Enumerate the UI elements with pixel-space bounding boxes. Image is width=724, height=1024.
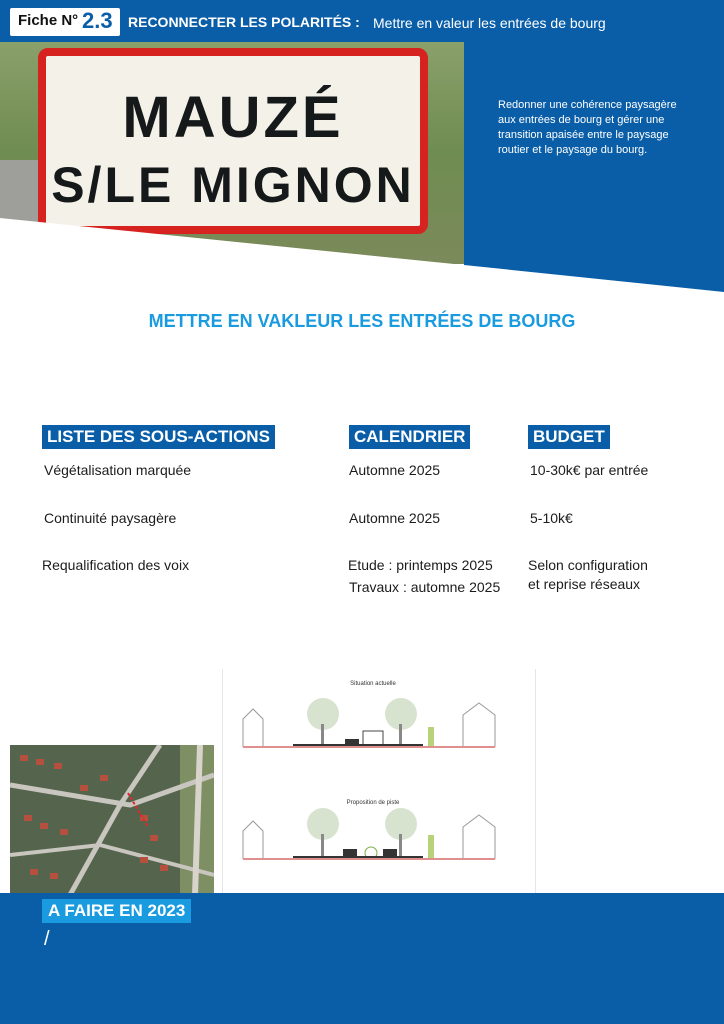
diagonal-divider	[0, 200, 724, 310]
fiche-label: Fiche N°	[18, 12, 79, 29]
section-label-current: Situation actuelle	[350, 681, 396, 687]
aerial-map-drawing	[10, 745, 214, 895]
header-budget: BUDGET	[528, 425, 610, 449]
aerial-map-image	[10, 745, 214, 895]
sign-town-name: MAUZÉ	[122, 85, 344, 150]
footer-title: A FAIRE EN 2023	[42, 899, 191, 923]
row-2-action: Continuité paysagère	[44, 510, 177, 526]
header-title: RECONNECTER LES POLARITÉS :	[128, 14, 360, 30]
hero-description: Redonner une cohérence paysagère aux entrées de bourg et gérer une transition apaisée entre le paysage routier et le paysage du bourg.	[498, 99, 677, 156]
row-1-budget: 10-30k€ par entrée	[530, 462, 649, 478]
sign-town-suffix: S/LE MIGNON	[51, 157, 415, 213]
header-subtitle: Mettre en valeur les entrées de bourg	[373, 15, 606, 31]
row-3-budget: Selon configuration	[528, 557, 648, 573]
row-1-calendar: Automne 2025	[349, 462, 441, 478]
fiche-number: 2.3	[82, 8, 113, 33]
row-3-calendar-works: Travaux : automne 2025	[349, 579, 501, 595]
row-2-calendar: Automne 2025	[349, 510, 441, 526]
row-3-action: Requalification des voix	[42, 557, 190, 573]
row-3-calendar-study: Etude : printemps 2025	[348, 557, 493, 573]
section-label-proposed: Proposition de piste	[346, 800, 400, 806]
section-heading: METTRE EN VAKLEUR LES ENTRÉES DE BOURG	[148, 311, 576, 331]
street-section-diagrams	[222, 669, 536, 896]
row-3-budget-note: et reprise réseaux	[528, 576, 641, 592]
street-section-drawing	[223, 669, 535, 896]
row-1-action: Végétalisation marquée	[44, 462, 192, 478]
footer-content: /	[44, 928, 50, 950]
header-sub-actions: LISTE DES SOUS-ACTIONS	[42, 425, 275, 449]
header-calendar: CALENDRIER	[349, 425, 470, 449]
row-2-budget: 5-10k€	[530, 510, 573, 526]
